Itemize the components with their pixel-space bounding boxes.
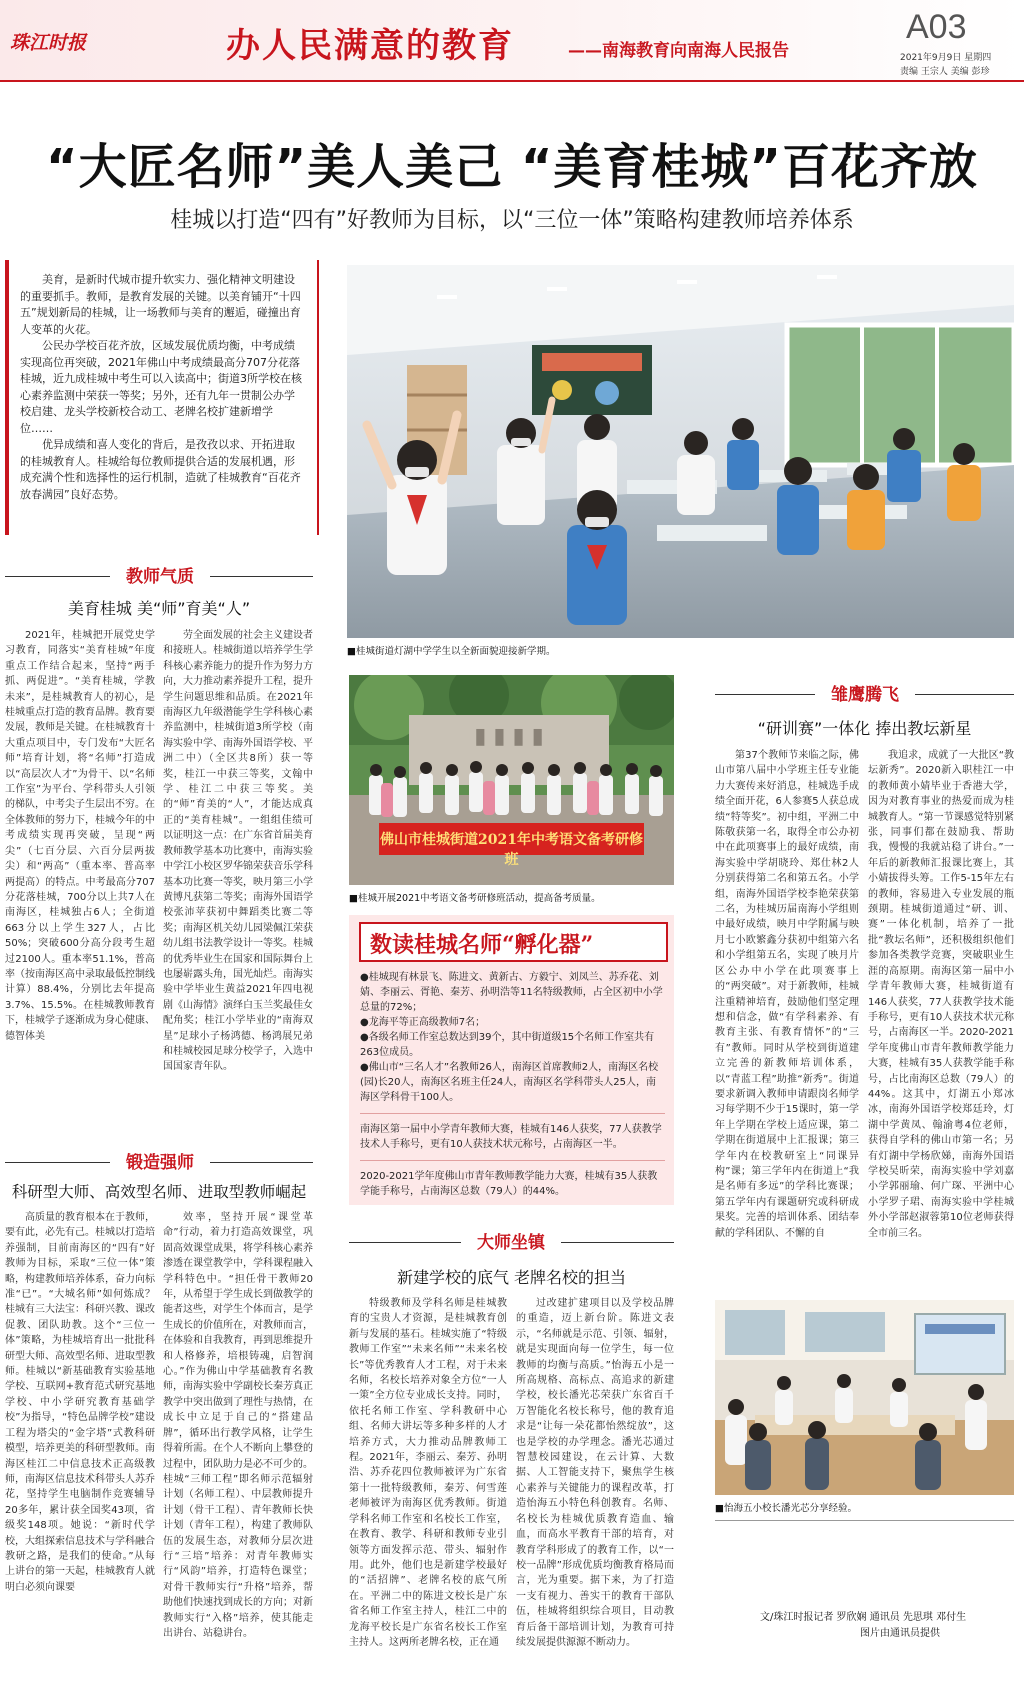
article-column: 劳全面发展的社会主义建设者和接班人。桂城街道以培养学生学科核心素养能力的提升作为努力方向，大力推动素养提升工程，提升学生问题思维和品质。在2021年南海区九年级潜能学生学科核心素养监测中，桂城街道3所学校（南海实验中学、南海外国语学校、平洲二中）（全区共8所）获一等奖，桂江一中获三等奖，文翰中学、桂江二中获三等奖。美的“师”育美的“人”，才能达成真正的“美育桂城”。一组组佳绩可以证明这一点：在广东省首届美育教师教学基本功比赛中，南海实验中学江小校区罗华锦荣获音乐学科基本功比赛一等奖，映月第三小学黄博凡获第二等奖；南海外国语学校张沛苹获初中舞蹈类比赛二等奖；南海区机关幼儿园梁佩江荣获幼儿组书法教学设计一等奖。桂城的优秀毕业生在国家和国际舞台上也屡崭露头角，国光灿烂。南海实验中学毕业生黄益2021年四电视剧《山海情》演绎白玉兰奖最佳女配角奖；桂江小学毕业的“南海双星”足球小子杨鸿德、杨鸿展兄弟和桂城校园足球分校学子，入选中国国家青年队。	[163, 630, 313, 1073]
stats-box-title: 数读桂城名师“孵化器”	[370, 932, 594, 958]
column-slogan: 办人民满意的教育	[226, 26, 514, 66]
section-title: “研训赛”一体化 捧出教坛新星	[757, 719, 972, 738]
photo-caption: ■桂城街道灯湖中学学生以全新面貌迎接新学期。	[347, 646, 556, 657]
classroom-photo	[347, 265, 1014, 638]
intro-paragraph: 公民办学校百花齐放，区域发展优质均衡，中考成绩实现高位再突破，2021年佛山中考成绩最高分707分花落桂城，近九成桂城中考生可以入读高中；街道3所学校在核心素养监测中荣获一等奖；另外，还有九年一贯制公办学校启建、龙头学校新校合动工、老牌名校扩建新增学位……	[20, 339, 302, 435]
stats-item: 南海区第一届中小学青年教师大赛，桂城有146人获奖，77人获教学技术人手称号，更有10人获技术状元称号，占南海区一半。	[360, 1124, 662, 1150]
photo-caption: ■桂城开展2021中考语文备考研修班活动，提高备考质量。	[349, 893, 601, 904]
stats-item: ●各级名师工作室总数达到39个，其中街道级15个名师工作室共有263位成员。	[360, 1032, 655, 1058]
newspaper-logo: 珠江时报	[10, 32, 87, 54]
article-column: 2021年，桂城把开展党史学习教育，同落实“美育桂城”年度重点工作结合起来，坚持“两手抓、两促进”。“美育桂城，学教未来”，是桂城教育人的初心，是桂城重点打造的教育品牌。教育要发展，教师是关键。在桂城教育十大重点项目中，专门发布“大匠名师”培育计划，将“名师”打造成以“高层次人才”为骨干、以“名师工作室”为平台、学科带头人引领的梯队，中考尖子生层出不穷。在全体教师的努力下，桂城今年的中考成绩实现再突破，呈现“两尖”（七百分层、六百分层两拔尖）和“两高”（重本率、普高率两提高）的特点。中考最高分707分花落桂城，700分以上共7人在南海区，桂城独占6人；全街道663分以上学生327人，占比50%；突破600分高分段考生超过2100人。重本率51.1%，普高率（按南海区高中录取最低控制线计算）88.4%，分别比去年提高3.7%、15.5%。在桂城教师教育下，桂城学子逐渐成为身心健康、德智体美	[5, 630, 155, 1042]
stats-box-list	[360, 970, 665, 1199]
byline: 文/珠江时报记者 罗欣娴 通讯员 先思琪 邓付生	[760, 1612, 967, 1623]
intro-text	[20, 272, 305, 503]
stats-divider	[360, 1160, 665, 1161]
page-number: A03	[906, 8, 967, 46]
editors-credit: 责编 王宗人 美编 彭珍	[900, 67, 990, 77]
issue-date: 2021年9月9日 星期四	[900, 53, 992, 63]
article-column: 第37个教师节来临之际，佛山市第八届中小学班主任专业能力大赛传来好消息，桂城选手成绩全面开花，6人参赛5人获总成绩“特等奖”。初中组，平洲二中陈敬获第一名，取得全市公办初中在此项赛事上的最好成绩，南海实验中学胡晓玲、郑仕林2人分别获得第二名和第五名。小学组，南海外国语学校李艳荣获第二名，为桂城历届南海小学组则中最好成绩，映月中学附属与映月七小欧繁鑫分获初中组第六名和小学组第五名，实现了映月片区公办中小学在此项赛事上的“两突破”。对于新教师，桂城注重精神培育，鼓励他们坚定理想和信念，做“有学科素养、有教育主张、有教育情怀”的“三有”教师。同时从学校到街道建立完善的新教师培训体系，以“青蓝工程”助推“新秀”。街道要求新调入教师申请跟岗名师学习每学期不少于15课时，第一学年上学期在学校上适应课，第二学期在街道展中上汇报课；第三学年内在校教研室上“同课异构”课；第三学年内在街道上“我是名师有多远”的学科比赛课；第五学年内有课题研究或科研成果奖。完善的培训体系、团结奉献的学科团队、不懈的自	[715, 750, 859, 1239]
intro-paragraph: 美育，是新时代城市提升软实力、强化精神文明建设的重要抓手。教师，是教育发展的关键。以美育铺开“十四五”规划新局的桂城，让一场教师与美育的邂逅，碰撞出育人变革的火花。	[20, 273, 301, 336]
stats-divider	[360, 1113, 665, 1114]
svg-text:▮ ▮ ▮ ▮: ▮ ▮ ▮ ▮	[474, 724, 544, 749]
seminar-photo	[715, 1300, 1014, 1495]
section-tag-teacher-quality: 教师气质	[110, 562, 210, 587]
group-photo-banner: 佛山市桂城街道2021年中考语文备考研修班	[380, 832, 643, 868]
stats-item: ●佛山市“三名人才”名教师26人，南海区首席教师2人，南海区名校(园)长20人，南海区名班主任24人，南海区名学科带头人25人，南海区学科骨干100人。	[360, 1062, 659, 1103]
photo-caption: ■怡海五小校长潘光芯分享经验。	[715, 1503, 857, 1514]
stats-item: ●桂城现有林景飞、陈进文、黄新古、方毅宁、刘凤兰、苏乔花、刘婧、李丽云、胥艳、秦芳、孙明浩等11名特级教师，占全区初中小学总量的72%；	[360, 972, 663, 1013]
intro-paragraph: 优异成绩和喜人变化的背后，是孜孜以求、开拓进取的桂城教育人。桂城给每位教师提供合适的发展机遇，形成充满个性和选择性的运行机制，造就了桂城教育“百花齐放春满园”良好态势。	[20, 438, 301, 501]
stats-item: 2020-2021学年度佛山市青年教师教学能力大赛，桂城有35人获教学能手称号，占南海区总数（79人）的44%。	[360, 1171, 658, 1197]
page-subheadline: 桂城以打造“四有”好教师为目标，以“三位一体”策略构建教师培养体系	[170, 208, 854, 233]
stats-item: ●龙海平等正高级教师7名；	[360, 1017, 486, 1028]
article-column: 高质量的教育根本在于教师，要有此，必先有己。桂城以打造培养强制，目前南海区的“四有”好教师为目标，采取“三位一体”策略，构建教师培养体系，奋力向标准“已”。“大城名师”如何炼成？桂城有三大法宝：科研兴教、课改促教、团队助教。这个“三位一体”策略，为桂城培育出一批批科研型大师、高效型名师、进取型教师。桂城以“新基础教育实验基地学校、互联网+教育范式研究基地学校、中小学研究教育基础学校”为指导，“特色品牌学校”建设工程为塔尖的“金字塔”式教科研模型，培养更美的科研型教师。南海区桂江二中信息技术正高级教师，南海区信息技术科带头人苏乔花，坚持学生电脑制作竞赛辅导20多年，累计获全国奖43项，省级奖148项。她说：“新时代学校，大组探索信息技术与学科融合教研之路，是我们的使命。”从每上讲台的第一天起，桂城教育人就明白必须向课要	[5, 1212, 155, 1593]
article-column: 我追求，成就了一大批区“教坛新秀”。2020新入职桂江一中的教师黄小婧毕业于香港大学，因为对教育事业的热爱而成为桂城教育人。“第一节课感觉特别紧张，同事们都在鼓励我、帮助我，慢慢的我就站稳了讲台。”一年后的新教师汇报课比赛上，其小婧拔得头筹。工作5-15年左右的教师，容易进入专业发展的瓶颈期。桂城街道通过“研、训、赛”一体化机制，培养了一批批“教坛名师”，还积极组织他们参加各类教学竞赛，突破职业生涯的高原期。南海区第一届中小学青年教师大赛，桂城街道有146人获奖，77人获教学技术能手称号，更有10人获技术状元称号，占南海区一半。2020-2021学年度佛山市青年教师教学能力大赛，桂城有35人获教学能手称号，占比南海区总数（79人）的44%。这其中，灯湖五小郑冰冰，南海外国语学校郑廷玲，灯湖中学黄凤、翰渝粤4位老师，获得自学科的佛山市第一名；另有灯湖中学杨欣娣，南海外国语学校吴昕荣，南海实验中学刘嘉小学郭丽瑜、何广琛、平洲中心小学罗子珺、南海实验中学桂城外小学部赵淑蓉第10位老师获得全市前三名。	[868, 750, 1014, 1239]
section-tag-young-eagles: 雏鹰腾飞	[815, 680, 915, 705]
article-column: 效率，坚持开展“课堂革命”行动，着力打造高效课堂，巩固高效课堂成果，将学科核心素养渗透在课堂教学中，学科课程融入学科特色中。“担任骨干教师20年，从希望于学生成长到做教学的能者这些，对学生个体而言，是学生成长的价值所在，对教师而言，在体验和自我教育，再到思维提升和人格修养，培根铸魂，启智润心。”作为佛山中学基础教育名教师，南海实验中学副校长秦芳真正教学中突出做到了理性与热情，在成长中立足于自己的“搭建品牌”，循环出行教学风格，让学生得着所需。在个人不断向上攀登的过程中，团队助力是必不可少的。桂城“三师工程”即名师示范辐射计划（名师工程）、中层教师提升计划（骨干工程）、青年教师长快计划（青年工程），构建了教师队伍的发展生态，对教师分层次进行“三培”培养：对青年教师实行“风韵”培养，打造特色课堂；对骨干教师实行“升格”培养，帮助他们快速找到成长的方向；对新教师实行“入格”培养，使其能走出讲台、站稳讲台。	[163, 1212, 313, 1639]
article-column: 过改建扩建项目以及学校品牌的重造，迈上新台阶。陈进文表示，“名师就是示范、引领、辐射，就是实现面向每一位学生，每一位教师的均衡与高质。”怡海五小是一所高规格、高标点、高追求的新建学校，校长潘光芯荣获广东省百千万智能化名校长称号，他的教育追求是“让每一朵花都怡然绽放”，这也是学校的办学理念。潘光芯通过智慧校园建设，在云计算、大数据、人工智能支持下，聚焦学生核心素养与关键能力的课程改革，打造怡海五小特色科创教育。名师、名校长为桂城优质教育造血、输血，而高水平教育干部的培育，对教育学科形成了的教育工作，以“一校一品牌”形成优质均衡教育格局而言，光为重要。据下来，为了打造一支有视力、善实干的教育干部队伍，桂城将组织综合项目，目动教育后备干部培训计划，为教育可持续发展提供源源不断动力。	[516, 1298, 674, 1648]
column-subtitle: ——南海教育向南海人民报告	[568, 41, 789, 61]
page-headline: “大匠名师”美人美己 “美育桂城”百花齐放	[46, 139, 978, 195]
section-title: 新建学校的底气 老牌名校的担当	[396, 1268, 627, 1287]
section-title: 科研型大师、高效型名师、进取型教师崛起	[11, 1183, 307, 1201]
section-tag-forge-teachers: 锻造强师	[110, 1148, 210, 1173]
article-column: 特级教师及学科名师是桂城教育的宝贵人才资源，是桂城教育创新与发展的基石。桂城实施了“特级教师工作室”“未来名师”“未来名校长”等优秀教育人才工程，对于未来名师，名校长培养对象全方位“一人一策”全方位专业成长支持。同时，依托名师工作室、学科教研中心组、名师大讲坛等多种多样的人才培养方式，大力推动品牌教师工程。2021年，李丽云、秦芳、孙明浩、苏乔花四位教师被评为广东省第十一批特级教师，秦芳、何雪莲老师被评为南海区优秀教师。街道学科名师工作室和名校长工作室，在教育、教学、科研和教师专业引领等方面发挥示范、带头、辐射作用。此外，他们也是新建学校最好的“活招牌”、老牌名校的底气所在。平洲二中的陈进文校长是广东省名师工作室主持人，桂江二中的龙海平校长是广东省名校长工作室主持人。这两所老牌名校，正在通	[349, 1298, 507, 1648]
byline-rule	[715, 1520, 1014, 1521]
byline-photo-credit: 图片由通讯员提供	[860, 1628, 940, 1639]
section-title: 美育桂城 美“师”育美“人”	[67, 599, 251, 618]
section-tag-master-teachers: 大师坐镇	[461, 1228, 561, 1253]
